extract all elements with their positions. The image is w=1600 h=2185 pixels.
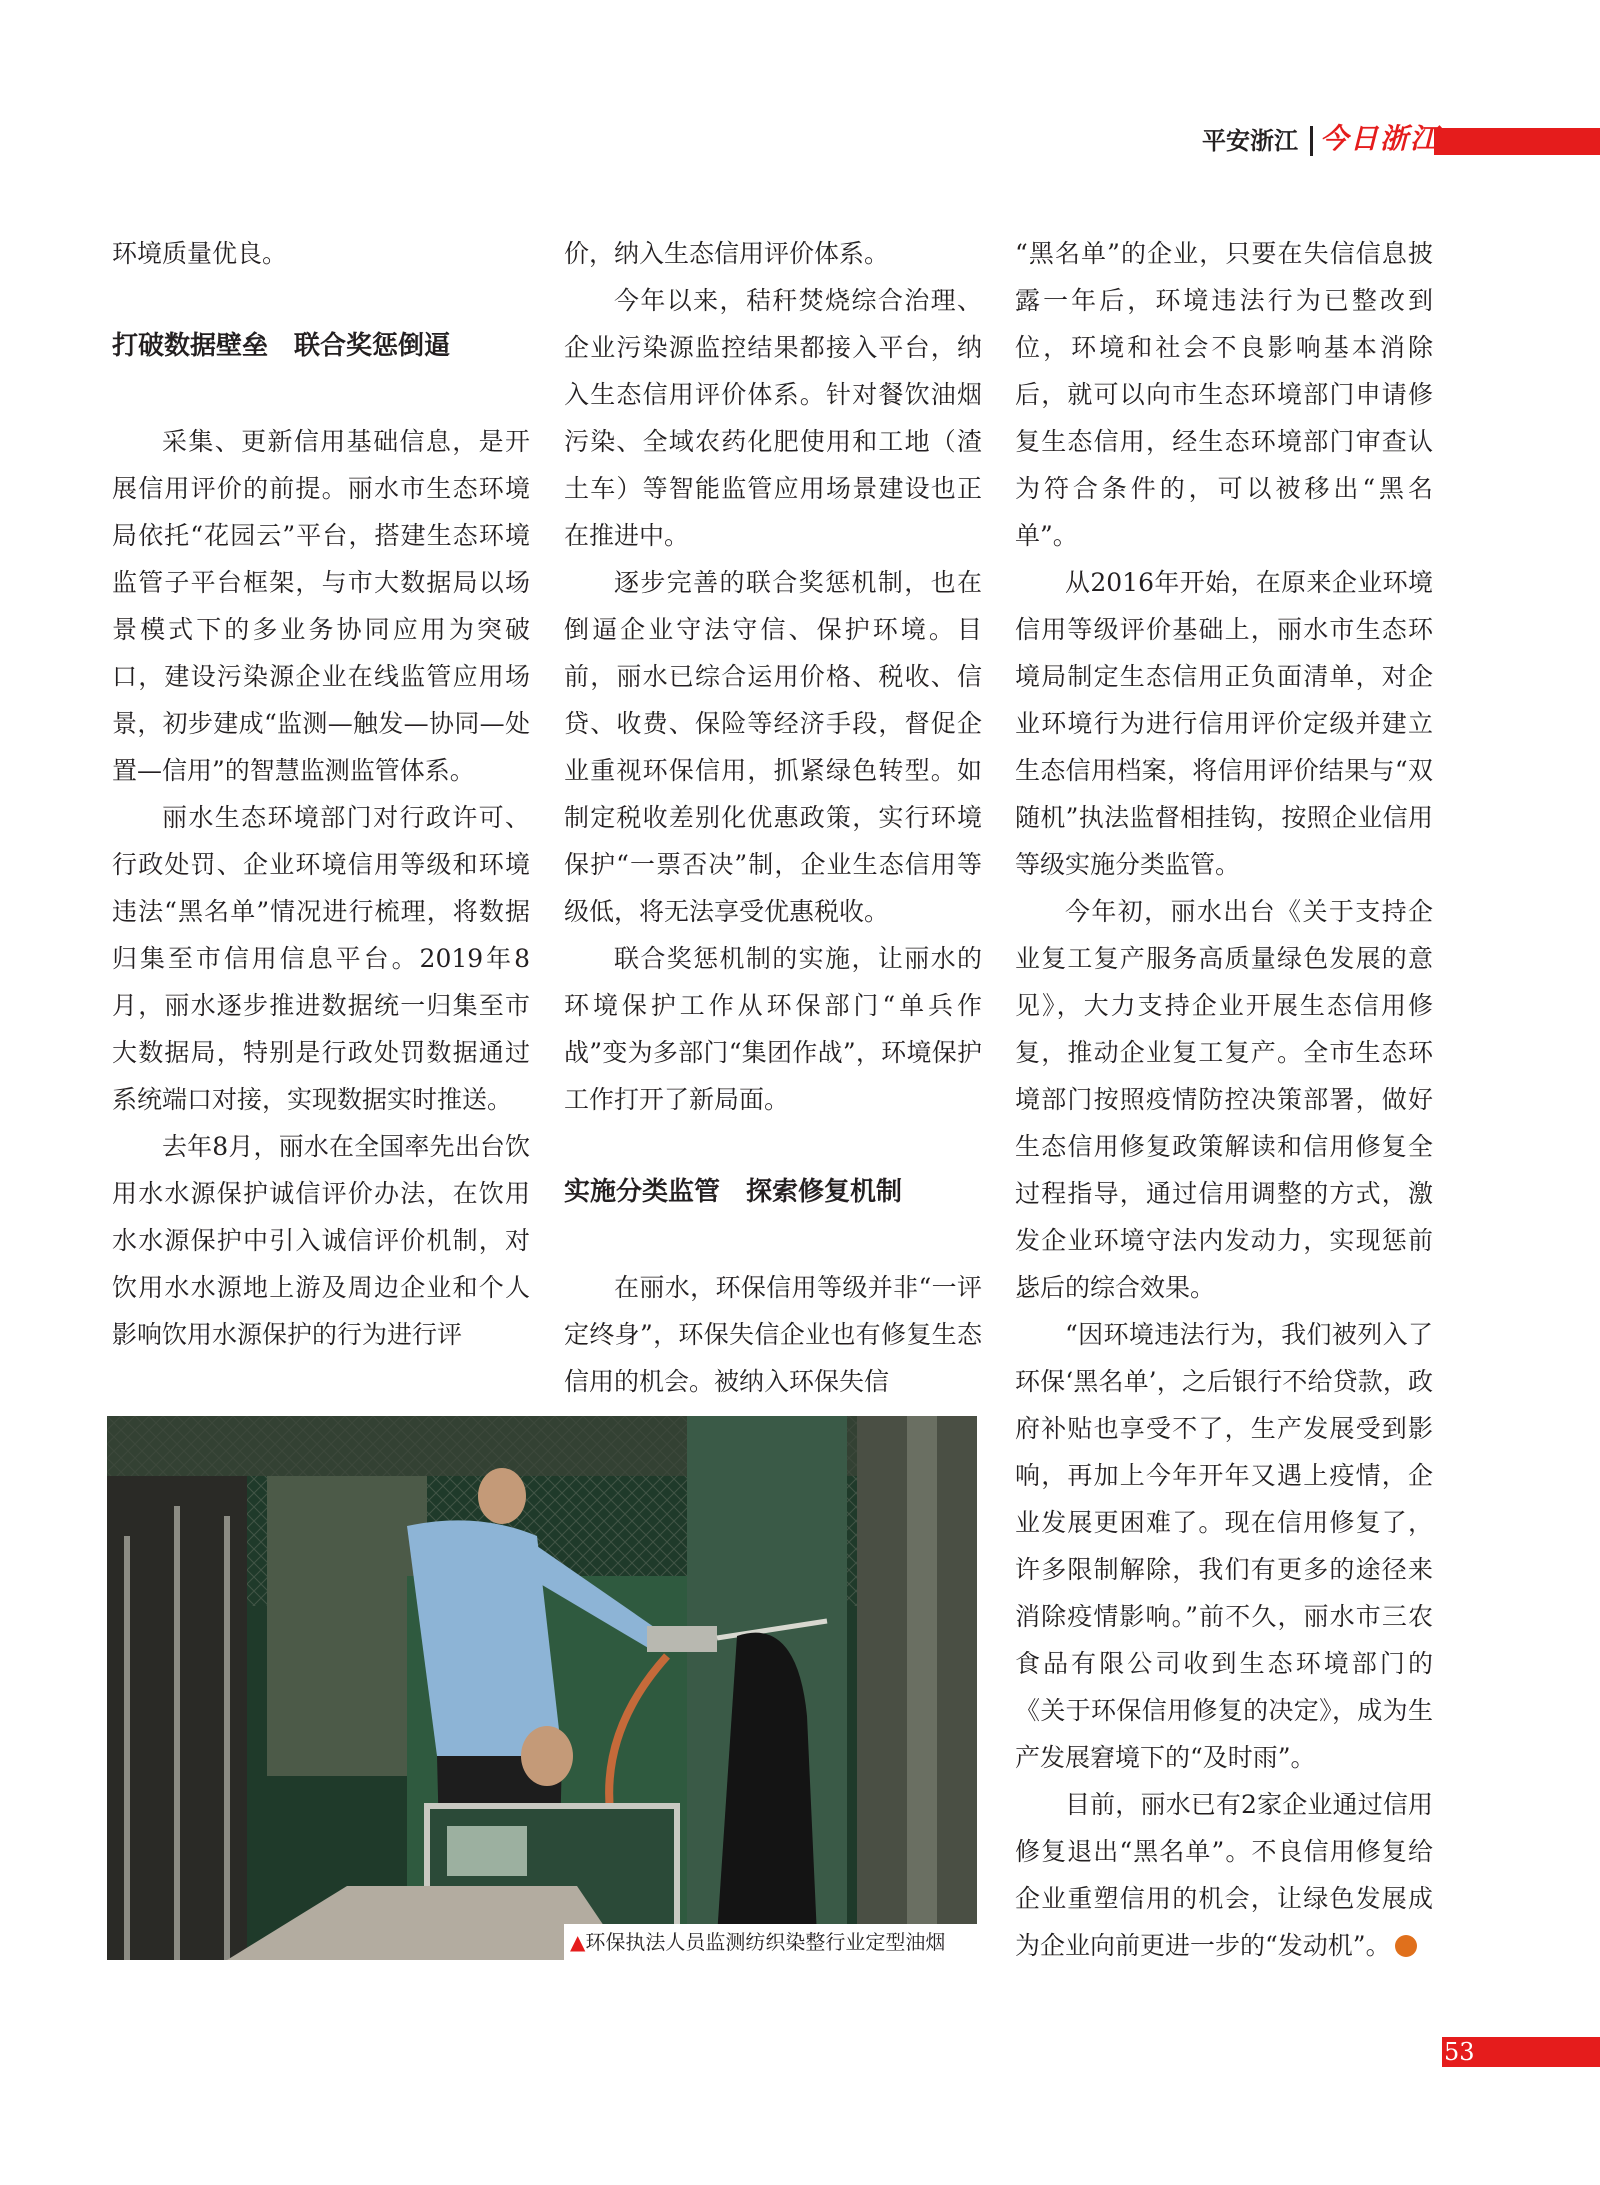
photo-caption xyxy=(564,1924,977,1960)
paragraph: 环境质量优良。 xyxy=(112,239,288,268)
article-column-3 xyxy=(1015,230,1433,1969)
section-heading: 实施分类监管 探索修复机制 xyxy=(564,1177,903,1207)
article-column-1 xyxy=(112,230,530,1358)
paragraph: “因环境违法行为，我们被列入了环保‘黑名单’，之后银行不给贷款，政府补贴也享受不了，生产发展受到影响，再加上今年开年又遇上疫情，企业发展更困难了。现在信用修复了，许多限制解除，我们有更多的途径来消除疫情影响。”前不久，丽水市三农食品有限公司收到生态环境部门的《关于环保信用修复的决定》，成为生产发展窘境下的“及时雨”。 xyxy=(1015,1320,1433,1772)
paragraph: 逐步完善的联合奖惩机制，也在倒逼企业守法守信、保护环境。目前，丽水已综合运用价格、税收、信贷、收费、保险等经济手段，督促企业重视环保信用，抓紧绿色转型。如制定税收差别化优惠政策，实行环境保护“一票否决”制，企业生态信用等级低，将无法享受优惠税收。 xyxy=(564,568,982,926)
paragraph: 今年以来，秸秆焚烧综合治理、企业污染源监控结果都接入平台，纳入生态信用评价体系。针对餐饮油烟污染、全域农药化肥使用和工地（渣土车）等智能监管应用场景建设也正在推进中。 xyxy=(564,286,982,550)
paragraph: 联合奖惩机制的实施，让丽水的环境保护工作从环保部门“单兵作战”变为多部门“集团作战”，环境保护工作打开了新局面。 xyxy=(564,944,982,1114)
inspection-photo-illustration xyxy=(107,1416,977,1960)
paragraph-text: 目前，丽水已有2家企业通过信用修复退出“黑名单”。不良信用修复给企业重塑信用的机会，让绿色发展成为企业向前更进一步的“发动机”。 xyxy=(1015,1790,1433,1960)
article-column-2 xyxy=(564,230,982,1405)
paragraph: “黑名单”的企业，只要在失信信息披露一年后，环境违法行为已整改到位，环境和社会不良影响基本消除后，就可以向市生态环境部门申请修复生态信用，经生态环境部门审查认为符合条件的，可以被移出“黑名单”。 xyxy=(1015,239,1433,550)
header-color-band xyxy=(1434,128,1600,155)
inspection-photo xyxy=(107,1416,977,1960)
end-mark-icon xyxy=(1395,1935,1417,1957)
paragraph: 丽水生态环境部门对行政许可、行政处罚、企业环境信用等级和环境违法“黑名单”情况进行梳理，将数据归集至市信用信息平台。2019年8月，丽水逐步推进数据统一归集至市大数据局，特别是行政处罚数据通过系统端口对接，实现数据实时推送。 xyxy=(112,803,530,1114)
section-heading: 打破数据壁垒 联合奖惩倒逼 xyxy=(112,331,451,361)
paragraph: 今年初，丽水出台《关于支持企业复工复产服务高质量绿色发展的意见》，大力支持企业开展生态信用修复，推动企业复工复产。全市生态环境部门按照疫情防控决策部署，做好生态信用修复政策解读和信用修复全过程指导，通过信用调整的方式，激发企业环境守法内发动力，实现惩前毖后的综合效果。 xyxy=(1015,897,1433,1302)
header-divider xyxy=(1310,126,1313,156)
paragraph: 价，纳入生态信用评价体系。 xyxy=(564,239,890,268)
paragraph: 采集、更新信用基础信息，是开展信用评价的前提。丽水市生态环境局依托“花园云”平台，搭建生态环境监管子平台框架，与市大数据局以场景模式下的多业务协同应用为突破口，建设污染源企业在线监管应用场景，初步建成“监测—触发—协同—处置—信用”的智慧监测监管体系。 xyxy=(112,427,530,785)
section-label: 平安浙江 xyxy=(1202,127,1298,155)
paragraph: 从2016年开始，在原来企业环境信用等级评价基础上，丽水市生态环境局制定生态信用正负面清单，对企业环境行为进行信用评价定级并建立生态信用档案，将信用评价结果与“双随机”执法监督相挂钩，按照企业信用等级实施分类监管。 xyxy=(1015,568,1433,879)
paragraph: 在丽水，环保信用等级并非“一评定终身”，环保失信企业也有修复生态信用的机会。被纳入环保失信 xyxy=(564,1273,982,1396)
caption-text: 环保执法人员监测纺织染整行业定型油烟 xyxy=(585,1930,946,1954)
caption-triangle-icon: ▲ xyxy=(570,1930,586,1954)
paragraph xyxy=(1015,1781,1433,1969)
page-number: 53 xyxy=(1444,2038,1475,2066)
paragraph: 去年8月，丽水在全国率先出台饮用水水源保护诚信评价办法，在饮用水水源保护中引入诚信评价机制，对饮用水水源地上游及周边企业和个人影响饮用水源保护的行为进行评 xyxy=(112,1132,530,1349)
magazine-logo: 今日浙江 xyxy=(1320,122,1441,155)
